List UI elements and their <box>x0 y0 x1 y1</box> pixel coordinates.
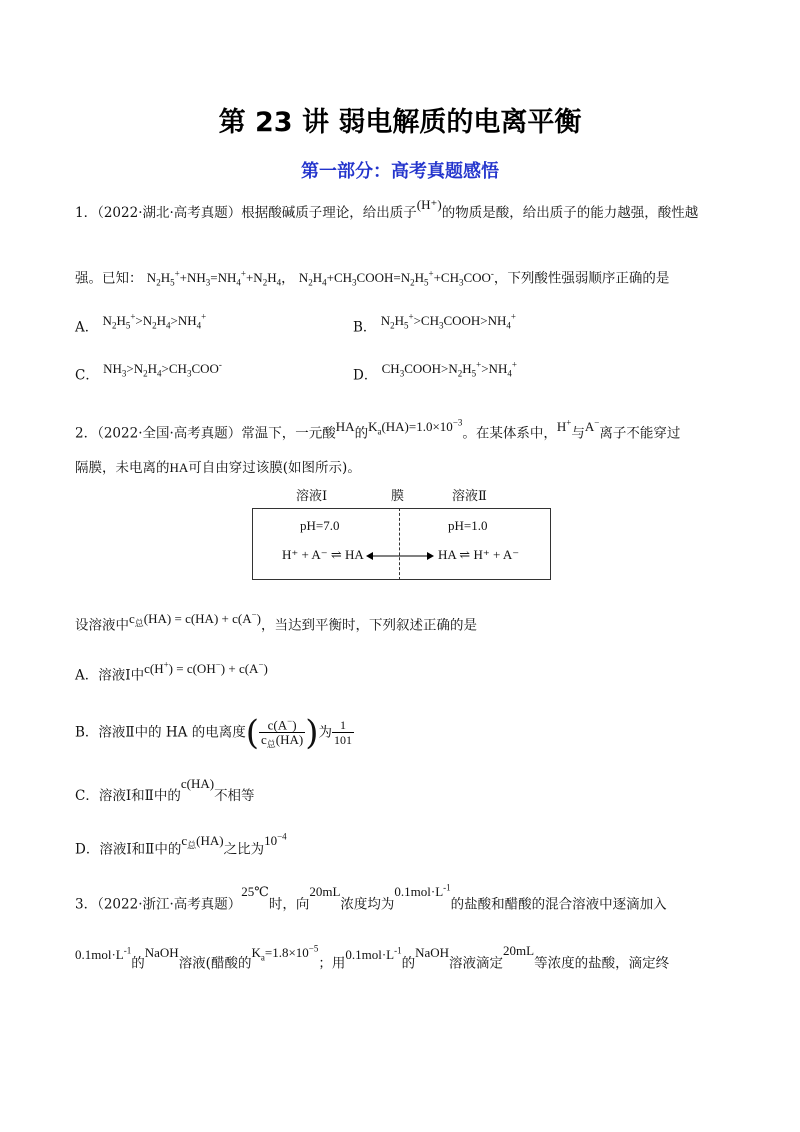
q2-intro: 设溶液中$c_总(HA) = c(HA) + c(A^-)$，当达到平衡时，下列叙述正确的是 <box>75 610 478 634</box>
q3-line1: 3．（2022·浙江·高考真题）25℃时，向20mL浓度均为$0.1mol\cdot L^{-1}$的盐酸和醋酸的混合溶液中逐滴加入 <box>75 883 667 913</box>
q1-line2: 强。已知： $N_2H_5^++NH_3=NH_4^++N_2H_4$， $N_2H_4+CH_3COOH=N_2H_5^++CH_3COO^-$，下列酸性强弱顺序正确的是 <box>75 269 670 288</box>
q1-option-b: B． $N_2H_5^+>CH_3COOH>NH_4^+$ <box>353 312 516 336</box>
q1-option-a: A． $N_2H_5^+>N_2H_4>NH_4^+$ <box>75 312 207 336</box>
equilibrium-right: HA ⇌ H⁺ + A⁻ <box>438 547 520 562</box>
equilibrium-left: H⁺ + A⁻ ⇌ HA <box>282 547 364 562</box>
page-title: 第 23 讲 弱电解质的电离平衡 <box>218 107 582 138</box>
double-arrow-icon <box>366 550 434 562</box>
diagram-label-solution-2: 溶液Ⅱ <box>452 489 487 504</box>
q1-equation-2: $N_2H_4+CH_3COOH=N_2H_5^++CH_3COO^-$ <box>298 269 494 288</box>
ph-right: pH=1.0 <box>448 518 488 533</box>
q1-option-d: D． $CH_3COOH>N_2H_5^+>NH_4^+$ <box>353 360 517 384</box>
diagram-label-solution-1: 溶液Ⅰ <box>296 489 328 504</box>
q2-line2: 隔膜，未电离的HA可自由穿过该膜(如图所示)。 <box>75 460 361 476</box>
q2-option-c: C．溶液Ⅰ和Ⅱ中的c(HA)不相等 <box>75 776 255 804</box>
q1-line1: 1．（2022·湖北·高考真题）根据酸碱质子理论，给出质子(H⁺)的物质是酸，给出质子的能力越强，酸性越 <box>75 197 699 221</box>
q2-line1: 2．（2022·全国·高考真题）常温下，一元酸HA的$K_a(HA)=1.0\times 10^{-3}$。在某体系中，H+与A−离子不能穿过 <box>75 418 681 442</box>
q2-option-d: D．溶液Ⅰ和Ⅱ中的$c_总(HA)$之比为$10^{-4}$ <box>75 832 287 858</box>
q1-option-c: C． $NH_3>N_2H_4>CH_3COO^-$ <box>75 360 222 384</box>
ph-left: pH=7.0 <box>300 518 340 533</box>
diagram-label-membrane: 膜 <box>391 489 405 504</box>
diagram-box <box>252 508 551 580</box>
q3-line2: $0.1mol\cdot L^{-1}$的NaOH溶液(醋酸的$K_a=1.8\times 10^{-5}$；用$0.1mol\cdot L^{-1}$的NaOH溶液滴定20mL等浓度的盐酸，滴定终 <box>75 943 670 972</box>
membrane-line <box>399 508 400 580</box>
q1-equation-1: $N_2H_5^++NH_3=NH_4^++N_2H_4$ <box>146 269 282 288</box>
q2-option-b: B．溶液Ⅱ中的 HA 的电离度( $\frac{c(A^-)}{c_总(HA)}$ )为 $\frac{1}{101}$ <box>75 712 352 753</box>
section-subtitle: 第一部分：高考真题感悟 <box>301 161 499 182</box>
q2-option-a: A．溶液Ⅰ中c(H+) = c(OH−) + c(A−) <box>75 660 268 684</box>
